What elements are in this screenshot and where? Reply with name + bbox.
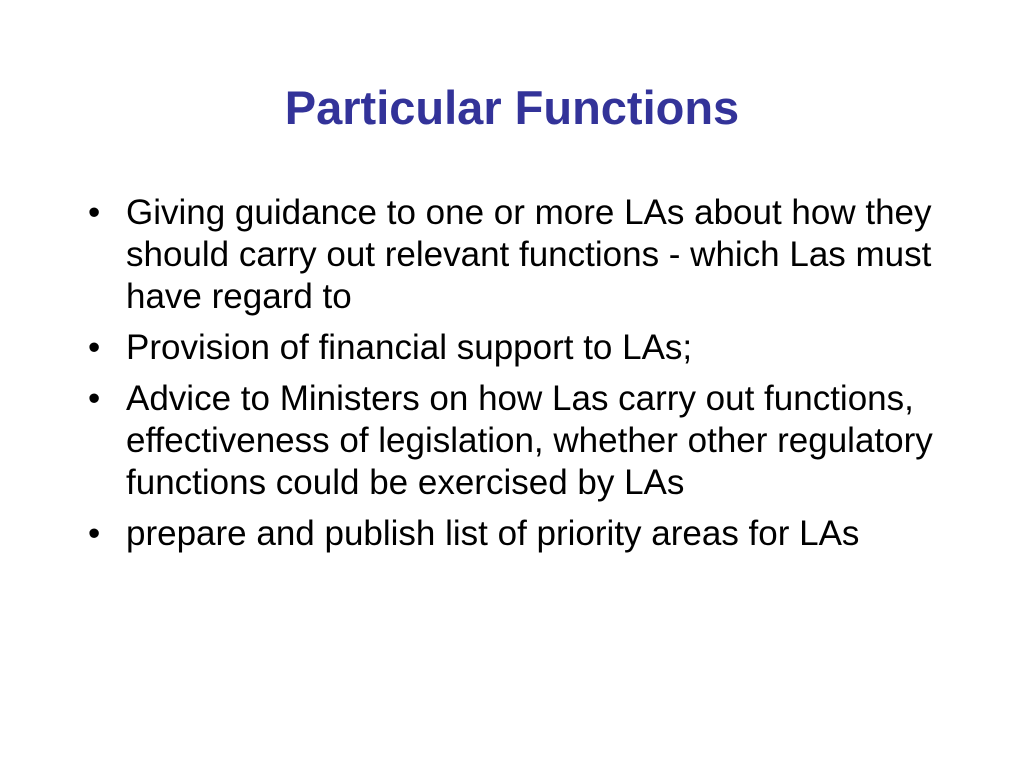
- bullet-item: [88, 327, 948, 369]
- bullet-text: prepare and publish list of priority areas for LAs: [126, 514, 860, 553]
- bullet-text: Giving guidance to one or more LAs about how they should carry out relevant functions - which Las must have regard to: [126, 193, 932, 316]
- bullet-item: [88, 192, 948, 318]
- slide-title: Particular Functions: [284, 81, 740, 134]
- bullet-item: [88, 513, 948, 555]
- bullet-item: [88, 378, 948, 504]
- bullet-text: Provision of financial support to LAs;: [126, 328, 693, 367]
- bullet-text: Advice to Ministers on how Las carry out functions, effectiveness of legislation, whether other regulatory functions could be exercised by LAs: [126, 379, 933, 502]
- bullet-marker: •: [88, 514, 101, 553]
- bullet-list: [88, 192, 948, 564]
- bullet-marker: •: [88, 328, 101, 367]
- bullet-marker: •: [88, 379, 101, 418]
- bullet-marker: •: [88, 193, 101, 232]
